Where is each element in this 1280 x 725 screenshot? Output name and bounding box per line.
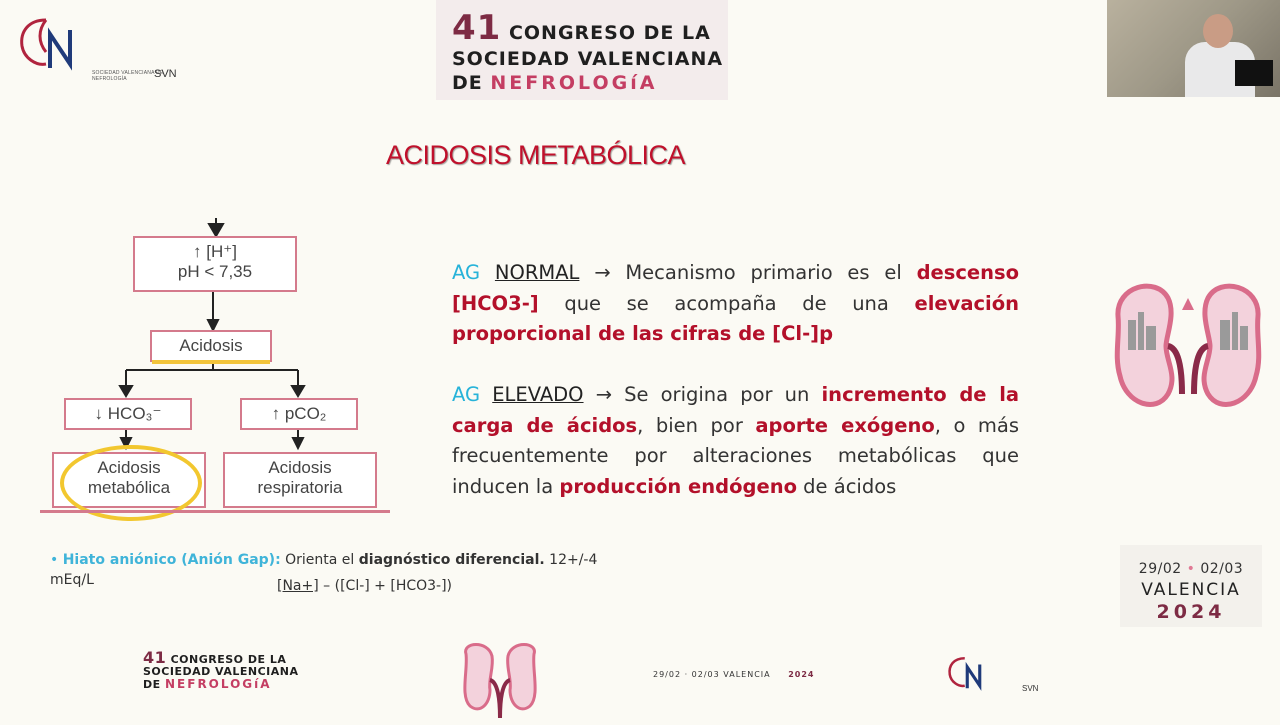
para2-text3: , o más frecuentemente por alteraciones metabólicas que inducen la (452, 413, 1020, 498)
speaker-video-feed (1107, 0, 1280, 97)
footer-line3-prefix: DE (143, 678, 161, 691)
para2-text2: , bien por (637, 413, 743, 437)
banner-line2: SOCIEDAD VALENCIANA (452, 48, 724, 70)
footer-number: 41 (143, 648, 167, 667)
banner-line1 (452, 8, 711, 48)
bullet-icon: • (50, 552, 59, 568)
hydrogen-label: ↑ [H⁺] (193, 242, 237, 261)
ag-label: AG (452, 261, 481, 284)
para2-text4: de ácidos (803, 474, 897, 498)
banner-line1-text: CONGRESO DE LA (508, 22, 711, 44)
respiratory-line1: Acidosis (268, 458, 332, 477)
flowchart-baseline (40, 510, 390, 513)
elevado-keyword: ELEVADO (492, 383, 584, 406)
para1-text1: Mecanismo primario es el (625, 261, 902, 284)
normal-keyword: NORMAL (494, 261, 580, 284)
para1-red1: descenso [HCO3-] (452, 261, 1020, 315)
para1-text2: que se acompaña de una (564, 291, 889, 315)
para1-red2: elevación proporcional de las cifras de [Cl-]p (452, 291, 1020, 345)
formula-na: [Na+] (277, 578, 319, 594)
metabolic-line1: Acidosis (97, 458, 161, 477)
ag-label: AG (452, 383, 481, 406)
footer-line2: SOCIEDAD VALENCIANA (143, 665, 299, 678)
hco3-box: ↓ HCO₃⁻ (64, 398, 192, 430)
para2-red3: producción endógeno (559, 474, 797, 498)
svn-logo-icon (16, 12, 96, 72)
footer-svn-logo (946, 652, 1046, 694)
monitor-icon (1235, 60, 1273, 86)
date-end: 02/03 (1200, 561, 1244, 577)
banner-number: 41 (452, 8, 502, 48)
acid-base-flowchart (40, 212, 392, 518)
para2-red2: aporte exógeno (755, 413, 935, 437)
footer-line3-accent: NEFROLOGíA (165, 677, 272, 691)
date-separator: • (1186, 561, 1196, 577)
footer-line1 (143, 648, 298, 667)
para2-text1: Se origina por un (624, 383, 810, 406)
speaker-head (1203, 14, 1233, 48)
pco2-box: ↑ pCO₂ (240, 398, 358, 430)
arrow-right-icon: → (594, 261, 611, 284)
footnote-bold: diagnóstico diferencial. (358, 552, 545, 568)
footer-date-text: 29/02 · 02/03 VALENCIA (653, 670, 771, 679)
slide-title: ACIDOSIS METABÓLICA (386, 140, 686, 170)
banner-line3-accent: NEFROLOGíA (490, 72, 658, 94)
banner-line3 (452, 72, 657, 94)
formula-rest: – ([Cl-] + [HCO3-]) (323, 578, 453, 594)
respiratory-line2: respiratoria (257, 478, 343, 497)
event-city: VALENCIA (1141, 580, 1241, 600)
logo-small-text: SOCIEDAD VALENCIANA DE NEFROLOGÍA (92, 70, 164, 82)
date-start: 29/02 (1138, 561, 1182, 577)
footer-logo-abbr: SVN (1022, 684, 1039, 693)
event-year: 2024 (1156, 601, 1226, 623)
acidosis-underline (152, 360, 270, 364)
event-date-card (1120, 545, 1262, 627)
anion-gap-formula (277, 578, 452, 594)
ph-label: pH < 7,35 (177, 262, 253, 281)
kidney-illustration-small-icon (444, 640, 556, 720)
footer-line1-text: CONGRESO DE LA (170, 653, 287, 666)
banner-line3-prefix: DE (452, 72, 483, 94)
svn-logo-icon (946, 652, 996, 692)
arrow-right-icon: → (595, 383, 613, 406)
footer-line3 (143, 678, 298, 691)
footer-year: 2024 (788, 670, 815, 679)
svn-logo (16, 12, 186, 84)
footnote-text2: 12+/-4 mEq/L (50, 552, 598, 588)
acidosis-box (150, 330, 272, 362)
metabolic-line2: metabólica (87, 478, 171, 497)
arrow-head-icon (209, 224, 223, 236)
footnote-label: Hiato aniónico (Anión Gap): (62, 552, 281, 568)
ag-elevado-paragraph (452, 380, 1019, 502)
footer-congress-logo (143, 648, 299, 691)
event-dates (1120, 561, 1262, 577)
logo-abbr: SVN (154, 68, 177, 80)
congress-banner (436, 0, 728, 100)
hydrogen-ph-box (133, 236, 297, 292)
para2-red1: incremento de la carga de ácidos (452, 383, 1020, 437)
footnote-text1: Orienta el (285, 552, 355, 568)
acidosis-label: Acidosis (179, 336, 243, 355)
respiratory-acidosis-box (223, 452, 377, 508)
ag-normal-paragraph (452, 258, 1019, 350)
footer-date (653, 670, 814, 679)
kidney-city-illustration-icon (1106, 276, 1270, 426)
